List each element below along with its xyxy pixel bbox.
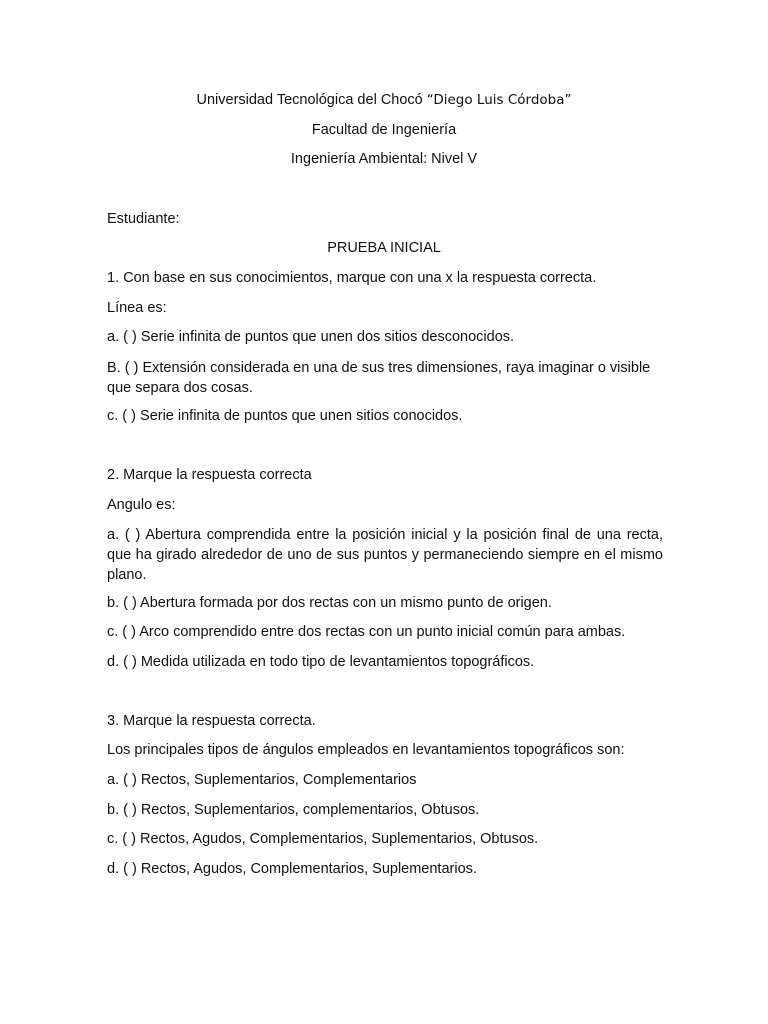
question-3-option-d: d. ( ) Rectos, Agudos, Complementarios, Suplementarios. <box>107 861 477 877</box>
question-1-option-b: B. ( ) Extensión considerada en una de sus tres dimensiones, raya imaginar o visible que separa dos cosas. <box>107 360 651 396</box>
student-label: Estudiante: <box>107 211 180 227</box>
question-3-option-b: b. ( ) Rectos, Suplementarios, complementarios, Obtusos. <box>107 802 480 818</box>
program-heading: Ingeniería Ambiental: Nivel V <box>290 151 478 167</box>
university-quote: “Diego Luis Córdoba” <box>426 92 572 108</box>
question-2-prompt: 2. Marque la respuesta correcta <box>107 467 312 483</box>
question-2-option-b: b. ( ) Abertura formada por dos rectas con un mismo punto de origen. <box>107 595 552 611</box>
question-2-option-c: c. ( ) Arco comprendido entre dos rectas con un punto inicial común para ambas. <box>107 624 626 640</box>
question-3-option-c: c. ( ) Rectos, Agudos, Complementarios, Suplementarios, Obtusos. <box>107 831 539 847</box>
test-title: PRUEBA INICIAL <box>327 240 441 256</box>
question-2-stem: Angulo es: <box>107 497 176 513</box>
university-heading <box>0 92 768 108</box>
question-1-option-a: a. ( ) Serie infinita de puntos que unen dos sitios desconocidos. <box>107 329 515 345</box>
question-1-stem: Línea es: <box>107 300 167 316</box>
question-3-prompt: 3. Marque la respuesta correcta. <box>107 713 316 729</box>
faculty-heading: Facultad de Ingeniería <box>311 122 457 138</box>
question-1-option-c: c. ( ) Serie infinita de puntos que unen sitios conocidos. <box>107 408 463 424</box>
question-2-option-a: a. ( ) Abertura comprendida entre la posición inicial y la posición final de una recta, que ha girado alrededor de uno de sus puntos y permaneciendo siempre en el mismo plano. <box>107 527 663 583</box>
question-1-prompt: 1. Con base en sus conocimientos, marque con una x la respuesta correcta. <box>107 270 597 286</box>
question-3-stem: Los principales tipos de ángulos empleados en levantamientos topográficos son: <box>107 742 625 758</box>
question-3-option-a: a. ( ) Rectos, Suplementarios, Complementarios <box>107 772 417 788</box>
question-2-option-d: d. ( ) Medida utilizada en todo tipo de levantamientos topográficos. <box>107 654 535 670</box>
university-name: Universidad Tecnológica del Chocó <box>196 92 423 108</box>
